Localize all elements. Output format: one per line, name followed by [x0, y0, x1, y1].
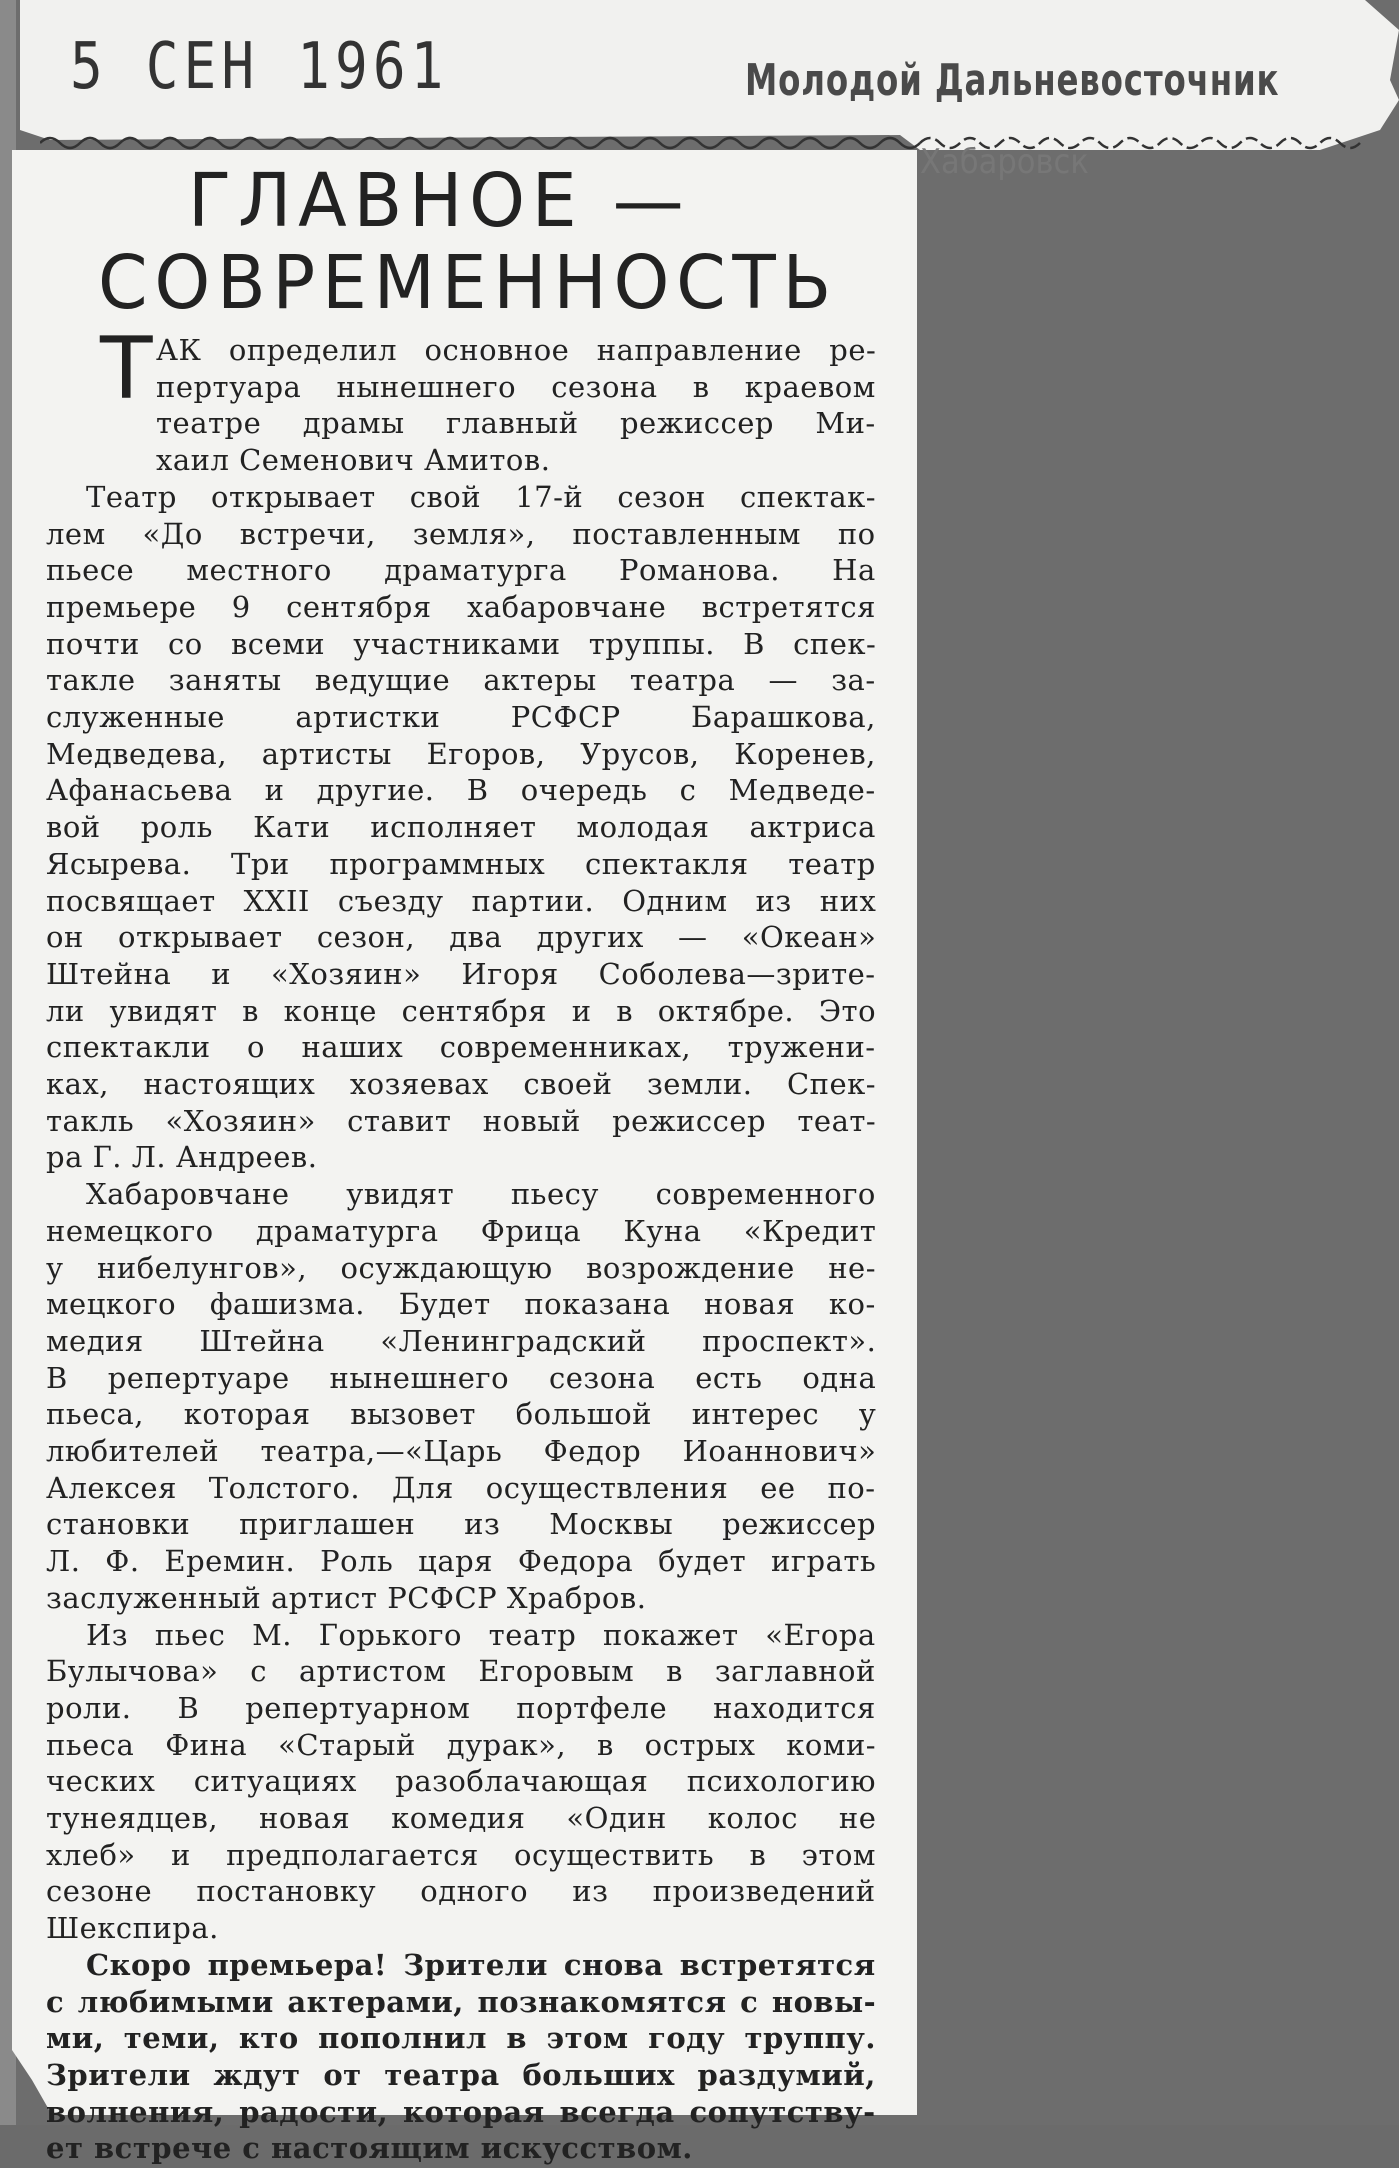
article-line: Скоро премьера! Зрители снова встретятся — [86, 1947, 876, 1982]
article-line: немецкого драматурга Фрица Куна «Кредит — [46, 1213, 877, 1248]
article-line: Хабаровчане увидят пьесу современного — [86, 1177, 876, 1212]
article-line: заслуженный артист РСФСР Храбров. — [46, 1580, 647, 1615]
article-line: Ясырева. Три программных спектакля театр — [46, 846, 876, 881]
article-line: Зрители ждут от театра больших раздумий, — [46, 2057, 876, 2092]
article-line: ческих ситуациях разоблачающая психологию — [46, 1764, 877, 1799]
article-line: пертуара нынешнего сезона в краевом — [156, 369, 876, 404]
article-line: лем «До встречи, земля», поставленным по — [46, 516, 876, 551]
article-line: Медведева, артисты Егоров, Урусов, Коренев, — [46, 736, 876, 771]
article-line: служенные артистки РСФСР Барашкова, — [46, 700, 876, 734]
article-line: становки приглашен из Москвы режиссер — [46, 1507, 877, 1542]
article-line: хлеб» и предполагается осуществить в этом — [46, 1837, 876, 1872]
article-line: у нибелунгов», осуждающую возрождение не- — [46, 1250, 877, 1285]
article-line: ет встрече с настоящим искусством. — [46, 2131, 693, 2166]
drop-cap: Т — [100, 319, 153, 419]
article-line: АК определил основное направление ре- — [156, 333, 877, 367]
article-line: Шекспира. — [46, 1911, 219, 1946]
date-stamp: 5 СЕН 1961 — [70, 30, 449, 104]
article-line: пьеса Фина «Старый дурак», в острых коми- — [46, 1727, 877, 1762]
article-line: ми, теми, кто пополнил в этом году труппу. — [46, 2021, 876, 2056]
article-line: пьеса, которая вызовет большой интерес у — [46, 1397, 877, 1432]
article-line: мецкого фашизма. Будет показана новая ко- — [46, 1287, 876, 1322]
article-line: вой роль Кати исполняет молодая актриса — [46, 810, 876, 845]
headline-line-1: ГЛАВНОЕ — — [188, 158, 691, 244]
article-line: тунеядцев, новая комедия «Один колос не — [46, 1801, 877, 1835]
newspaper-city-stamp: Хабаровск — [920, 142, 1089, 182]
article-line: посвящает XXII съезду партии. Одним из них — [46, 883, 877, 918]
article-line: В репертуаре нынешнего сезона есть одна — [46, 1360, 877, 1395]
article-line: ли увидят в конце сентября и в октябре. Это — [46, 993, 877, 1028]
cut-edge-line — [40, 128, 1380, 158]
article-line: почти со всеми участниками труппы. В спек- — [46, 626, 877, 661]
article-line: Штейна и «Хозяин» Игоря Соболева—зрите- — [46, 956, 876, 991]
article-line: премьере 9 сентября хабаровчане встретятся — [46, 589, 876, 624]
article-line: с любимыми актерами, познакомятся с новы- — [46, 1984, 877, 2019]
article-line: хаил Семенович Амитов. — [156, 443, 551, 478]
article-line: любителей театра,—«Царь Федор Иоаннович» — [46, 1434, 877, 1468]
newspaper-name-stamp: Молодой Дальневосточник — [745, 55, 1280, 106]
article-line: Из пьес М. Горького театр покажет «Егора — [86, 1617, 876, 1652]
headline-line-2: СОВРЕМЕННОСТЬ — [98, 240, 839, 326]
article-line: Алексея Толстого. Для осуществления ее по- — [46, 1470, 876, 1505]
article-line: Л. Ф. Еремин. Роль царя Федора будет играть — [46, 1544, 877, 1579]
article-line: он открывает сезон, два других — «Океан» — [46, 920, 877, 955]
article-line: волнения, радости, которая всегда сопутству- — [46, 2094, 876, 2129]
article-line: ках, настоящих хозяевах своей земли. Спек- — [46, 1067, 877, 1101]
article-line: сезоне постановку одного из произведений — [46, 1874, 876, 1909]
article-line: спектакли о наших современниках, тружени- — [46, 1030, 876, 1065]
article-line: такле заняты ведущие актеры театра — за- — [46, 663, 876, 698]
article-line: Булычова» с артистом Егоровым в заглавной — [46, 1654, 876, 1689]
article-line: Театр открывает свой 17-й сезон спектак- — [86, 479, 877, 514]
article-line: медия Штейна «Ленинградский проспект». — [46, 1323, 877, 1358]
article-line: Афанасьева и другие. В очередь с Медведе- — [46, 773, 876, 808]
article-line: роли. В репертуарном портфеле находится — [46, 1690, 876, 1725]
article-line: театре драмы главный режиссер Ми- — [156, 406, 876, 441]
article-line: пьесе местного драматурга Романова. На — [46, 553, 876, 588]
article-line: ра Г. Л. Андреев. — [46, 1140, 318, 1175]
article-line: такль «Хозяин» ставит новый режиссер теат- — [46, 1103, 877, 1138]
